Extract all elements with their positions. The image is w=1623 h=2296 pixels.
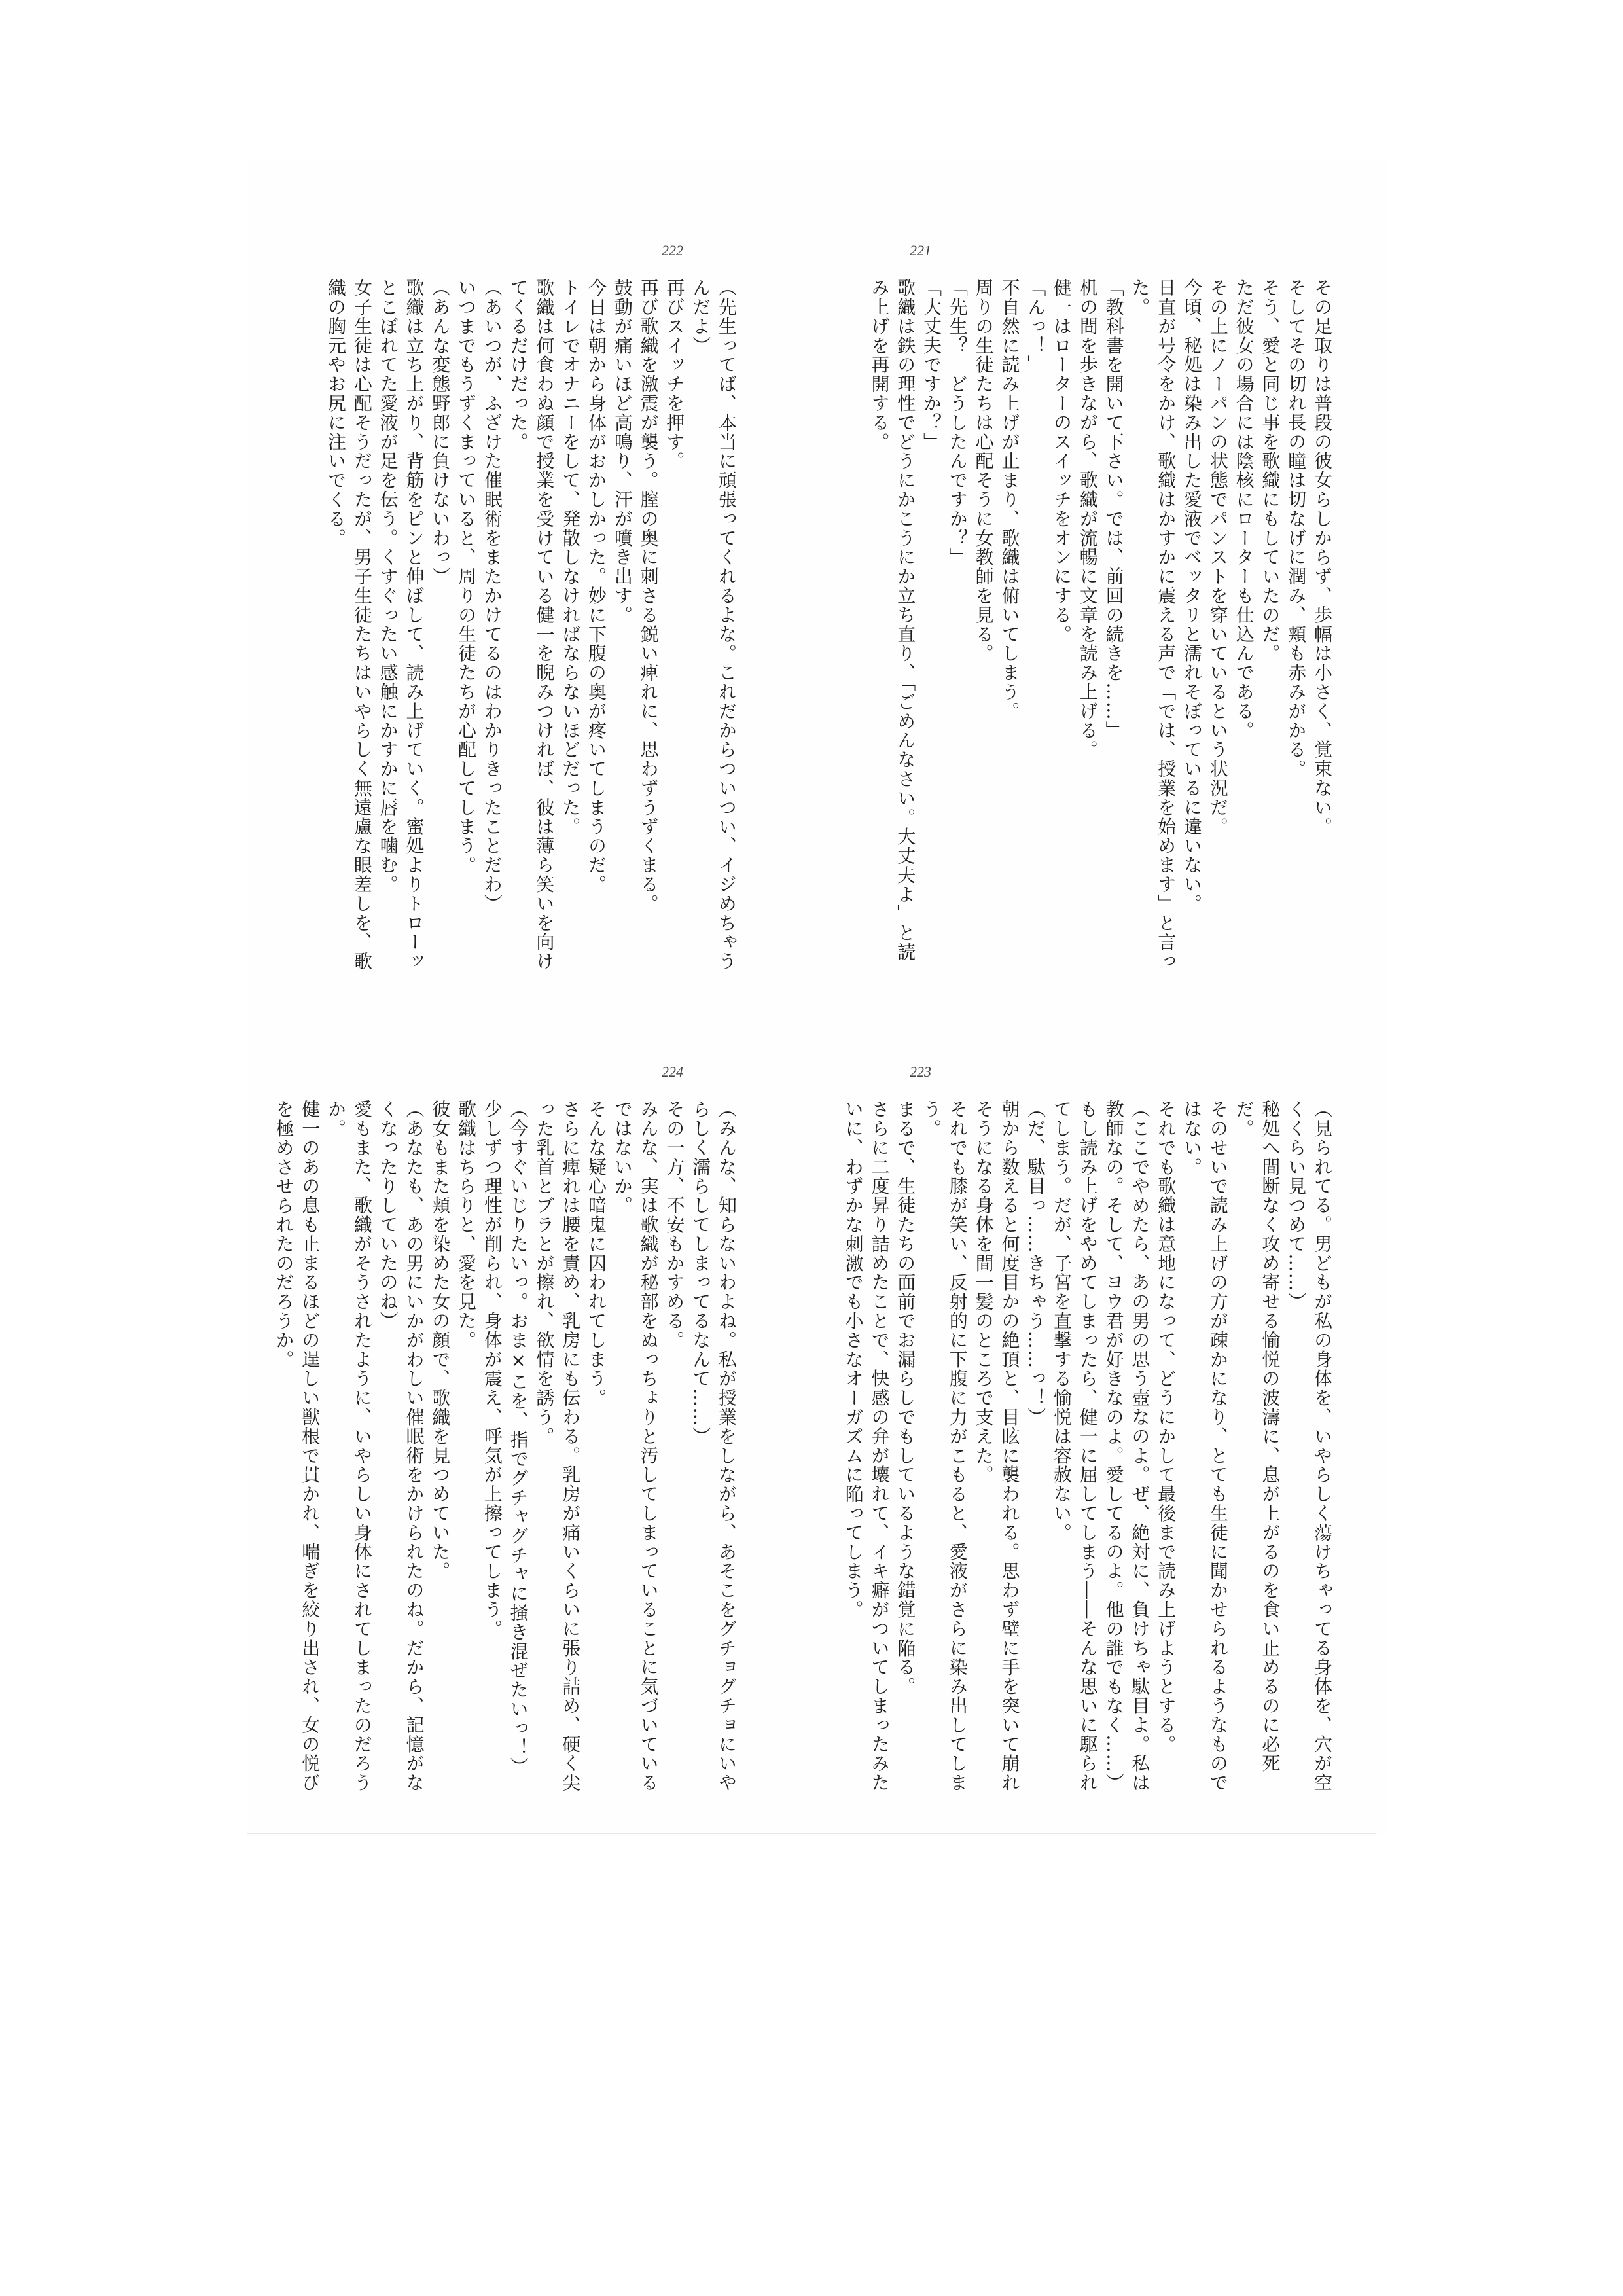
text-line: トイレでオナニーをして、発散しなければならないほどだった。: [560, 278, 582, 836]
page-number: 222: [662, 242, 683, 259]
text-line: 「大丈夫ですか？」: [921, 278, 943, 452]
page-body: [273, 1100, 740, 1793]
text-line: そんな疑心暗鬼に囚われてしまう。: [586, 1100, 608, 1408]
text-line: いつまでもうずくまっていると、周りの生徒たちが心配してしまう。: [455, 278, 478, 875]
page-body: [842, 1100, 1335, 1793]
text-line: 机の間を歩きながら、歌織が流暢に文章を読み上げる。: [1077, 278, 1099, 759]
text-line: 歌織は鉄の理性でどうにかこうにか立ち直り、「ごめんなさい。大丈夫よ」と読み上げを再開する。: [868, 278, 917, 962]
text-line: （あいつが、ふざけた催眠術をまたかけてるのはわかりきったことだわ）: [481, 278, 503, 914]
text-line: 再び歌織を激震が襲う。膣の奥に刺さる鋭い痺れに、思わずうずくまる。: [637, 278, 660, 914]
text-line: そしてその切れ長の瞳は切なげに潤み、頬も赤みがかる。: [1285, 278, 1308, 779]
page-223: [842, 1064, 1335, 1797]
text-line: 歌織は何食わぬ顔で授業を受けている健一を睨みつければ、彼は薄ら笑いを向けてくるだけだった。: [507, 278, 556, 971]
text-line: それでも膝が笑い、反射的に下腹に力がこもると、愛液がさらに染み出してしまう。: [921, 1100, 969, 1793]
text-line: 秘処へ間断なく攻め寄せる愉悦の波濤に、息が上がるのを食い止めるのに必死だ。: [1233, 1100, 1281, 1773]
page-number: 221: [910, 242, 931, 259]
page-222: [314, 242, 740, 975]
text-line: 少しずつ理性が削られ、身体が震え、呼気が上擦ってしまう。: [481, 1100, 503, 1639]
text-line: それでも歌織は意地になって、どうにかして最後まで読み上げようとする。: [1155, 1100, 1177, 1754]
page-body: [314, 278, 740, 972]
text-line: 再びスイッチを押す。: [664, 278, 686, 471]
page-224: [273, 1064, 740, 1797]
text-line: さらに二度昇り詰めたことで、快感の弁が壊れて、イキ癖がついてしまったみたいに、わずかな刺激でも小さなオーガズムに陥ってしまう。: [842, 1100, 891, 1793]
text-line: （あんな変態野郎に負けないわっ）: [429, 278, 452, 586]
text-line: さらに痺れは腰を責め、乳房にも伝わる。乳房が痛いくらいに張り詰め、硬く尖った乳首とブラとが擦れ、欲情を誘う。: [533, 1100, 582, 1793]
text-line: （見られてる。男どもが私の身体を、いやらしく蕩けちゃってる身体を、穴が空くくらい見つめて……）: [1285, 1100, 1333, 1793]
text-line: 今日は朝から身体がおかしかった。妙に下腹の奥が疼いてしまうのだ。: [586, 278, 608, 894]
text-line: その足取りは普段の彼女らしからず、歩幅は小さく、覚束ない。: [1311, 278, 1333, 836]
text-line: 「んっ！」: [1025, 278, 1047, 374]
text-line: 鼓動が痛いほど高鳴り、汗が噴き出す。: [611, 278, 633, 625]
page-body: [868, 278, 1335, 972]
text-line: 歌織はちらりと、愛を見た。: [455, 1100, 478, 1350]
text-line: そう、愛と同じ事を歌織にもしていたのだ。: [1259, 278, 1281, 663]
text-line: もし読み上げをやめてしまったら、健一に屈してしまう――そんな思いに駆られてしまう。だが、子宮を直撃する愉悦は容赦ない。: [1051, 1100, 1099, 1793]
page-number: 223: [910, 1064, 931, 1080]
text-line: みんな、実は歌織が秘部をぬっちょりと汚してしまっていることに気づいているではないか。: [611, 1100, 660, 1793]
text-line: 「先生？ どうしたんですか？」: [946, 278, 969, 567]
text-line: 歌織は立ち上がり、背筋をピンと伸ばして、読み上げていく。蜜処よりトローッとこぼれてた愛液が足を伝う。くすぐったい感触にかすかに唇を噛む。: [377, 278, 425, 971]
text-line: ただ彼女の場合には陰核にローターも仕込んである。: [1233, 278, 1255, 740]
text-line: （先生ってば、本当に頑張ってくれるよな。これだからついつい、イジめちゃうんだよ）: [690, 278, 738, 971]
text-line: その一方、不安もかすめる。: [664, 1100, 686, 1350]
text-line: （みんな、知らないわよね。私が授業をしながら、あそこをグチョグチョにいやらしく濡らしてしまってるなんて……）: [690, 1100, 738, 1793]
text-line: 「教科書を開いて下さい。では、前回の続きを……」: [1103, 278, 1125, 740]
text-line: 健一のあの息も止まるほどの逞しい獣根で貫かれ、喘ぎを絞り出され、女の悦びを極めさせられたのだろうか。: [273, 1100, 321, 1793]
text-line: 朝から数えると何度目かの絶頂と、目眩に襲われる。思わず壁に手を突いて崩れそうになる身体を間一髪のところで支えた。: [972, 1100, 1021, 1793]
text-line: その上にノーパンの状態でパンストを穿いているという状況だ。: [1207, 278, 1229, 836]
text-line: 今頃、秘処は染み出した愛液でベッタリと濡れそぼっているに違いない。: [1181, 278, 1204, 914]
text-line: 日直が号令をかけ、歌織はかすかに震える声で「では、授業を始めます」と言った。: [1129, 278, 1177, 971]
page-number: 224: [662, 1064, 683, 1080]
page-221: [868, 242, 1335, 975]
text-line: 愛もまた、歌織がそうされたように、いやらしい身体にされてしまったのだろうか。: [325, 1100, 373, 1793]
text-line: 周りの生徒たちは心配そうに女教師を見る。: [972, 278, 995, 663]
text-line: まるで、生徒たちの面前でお漏らしでもしているような錯覚に陥る。: [895, 1100, 917, 1696]
text-line: 不自然に読み上げが止まり、歌織は俯いてしまう。: [999, 278, 1021, 721]
text-line: （だ、駄目っ……きちゃう……っ！）: [1025, 1100, 1047, 1427]
text-line: （今すぐいじりたいっ。おま×こを、指でグチャグチャに掻き混ぜたいっ！）: [507, 1100, 529, 1776]
page-divider-line: [247, 1833, 1376, 1834]
text-line: 彼女もまた頬を染めた女の顔で、歌織を見つめていた。: [429, 1100, 452, 1581]
text-line: （あなたも、あの男にいかがわしい催眠術をかけられたのね。だから、記憶がなくなったりしていたのね）: [377, 1100, 425, 1793]
text-line: 女子生徒は心配そうだったが、男子生徒たちはいやらしく無遠慮な眼差しを、歌織の胸元やお尻に注いでくる。: [325, 278, 373, 971]
text-line: 健一はローターのスイッチをオンにする。: [1051, 278, 1073, 644]
text-line: そのせいで読み上げの方が疎かになり、とても生徒に聞かせられるようなものではない。: [1181, 1100, 1229, 1793]
text-line: （ここでやめたら、あの男の思う壺なのよ。ぜ、絶対に、負けちゃ駄目よ。私は教師なの。そして、ヨウ君が好きなのよ。愛してるのよ。他の誰でもなく……）: [1103, 1100, 1151, 1793]
